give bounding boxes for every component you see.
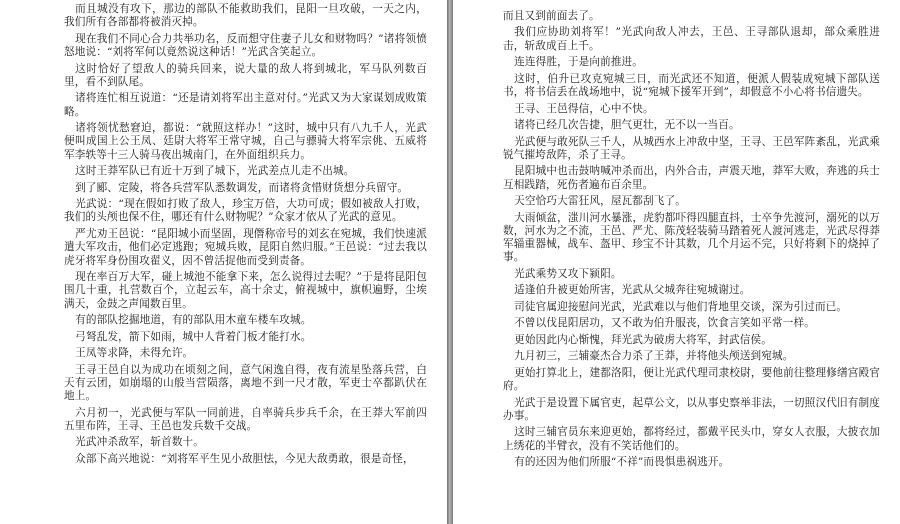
paragraph: 司徒官属迎接慰问光武，光武难以与他们背地里交谈，深为引过而已。 bbox=[514, 300, 848, 313]
right-page bbox=[453, 0, 900, 524]
paragraph: 九月初三，三辅豪杰合力杀了王莽，并将他头颅送到宛城。 bbox=[514, 350, 794, 363]
paragraph: 而且城没有攻下，那边的部队不能救助我们，昆阳一旦攻破，一天之内，我们所有各部都将被消灭掉。 bbox=[64, 3, 427, 29]
paragraph: 昆阳城中也击鼓呐喊冲杀而出，内外合击，声震天地，莽军大败，奔逃的兵士互相践踏，死伤者遍布百余里。 bbox=[503, 165, 880, 191]
paragraph: 这时三辅官员东来迎更始，都将经过，都戴平民头巾，穿女人衣服，大披衣加上绣花的半臂衣，没有不笑话他们的。 bbox=[503, 426, 880, 452]
paragraph: 光武便与敢死队三千人，从城西水上冲敌中坚，王寻、王邑军阵紊乱，光武乘锐气摧垮敌阵，杀了王寻。 bbox=[503, 135, 880, 161]
paragraph: 适逢伯升被更始所害，光武从父城奔往宛城谢过。 bbox=[514, 284, 751, 297]
paragraph: 这时恰好了望敌人的骑兵回来，说大量的敌人将到城北，军马队列数百里，看不到队尾。 bbox=[64, 62, 427, 88]
paragraph: 光武于是设置下属官吏，起草公文，以从事史察举非法，一切照汉代旧有制度办事。 bbox=[503, 396, 880, 422]
paragraph: 不曾以伐昆阳居功，又不敢为伯升服丧，饮食言笑如平常一样。 bbox=[514, 317, 815, 330]
paragraph: 众部下高兴地说：“刘将军平生见小敌胆怯，今见大敌勇敢，很是奇怪， bbox=[75, 452, 414, 465]
paragraph: 光武说：“现在假如打败了敌人，珍宝万倍，大功可成；假如被敌人打败，我们的头颅也保不住，哪还有什么财物呢？”众家才依从了光武的意见。 bbox=[64, 198, 427, 224]
paragraph: 连连得胜，于是向前推进。 bbox=[514, 56, 644, 69]
paragraph: 大雨倾盆，滍川河水暴涨，虎豹都吓得四腿直抖，士卒争先渡河，溺死的以万数，河水为之不流，王邑、严尤、陈茂轻装骑马踏着死人渡河逃走，光武尽得莽军辎重器械，战车、盔甲、珍宝不计其数，几个月运不完，只好将剩下的烧掉了事。 bbox=[503, 211, 880, 264]
paragraph: 更始打算北上，建都洛阳，便让光武代理司隶校尉，要他前往整理修缮宫殿官府。 bbox=[503, 366, 880, 393]
paragraph: 诸将连忙相互说道：“还是请刘将军出主意对付。”光武又为大家谋划成败策略。 bbox=[64, 92, 427, 118]
paragraph: 现在我们不同心合力共举功名，反而想守住妻子儿女和财物吗？”诸将领愤怒地说：“刘将军何以竟然说这种话！”光武含笑起立。 bbox=[64, 32, 427, 59]
paragraph: 有的部队挖掘地道，有的部队用木童车楼车攻城。 bbox=[75, 314, 312, 327]
paragraph: 到了郾、定陵，将各兵营军队悉数调发，而诸将贪惜财货想分兵留守。 bbox=[75, 181, 409, 194]
left-page bbox=[0, 0, 447, 524]
paragraph: 王寻王邑自以为成功在顷刻之间，意气闲逸自得，夜有流星坠落兵营，白天有云团，如崩塌的山般当营陨落，离地不到一尺才散，军吏士卒都趴伏在地上。 bbox=[64, 363, 427, 403]
paragraph: 诸将领忧愁窘迫，都说：“就照这样办！”这时，城中只有八九千人，光武便叫成国上公王凤、廷尉大将军王常守城，自己与骠骑大将军宗佻、五威将军李轶等十三人骑马夜出城南门，在外面组织兵力。 bbox=[64, 122, 427, 161]
paragraph: 这时，伯升已攻克宛城三日，而光武还不知道，便派人假装成宛城下部队送书，将书信丢在战场地中，说“宛城下援军开到”，却假意不小心将书信遗失。 bbox=[503, 72, 880, 99]
paragraph: 我们应协助刘将军！”光武向敌人冲去，王邑、王寻部队退却，部众乘胜进击，斩敌成百上千。 bbox=[503, 26, 880, 52]
paragraph: 弓弩乱发，箭下如雨，城中人背着门板才能打水。 bbox=[75, 330, 312, 343]
paragraph: 更始因此内心惭愧，拜光武为破虏大将军，封武信侯。 bbox=[514, 333, 772, 346]
paragraph: 诸将已经几次告捷，胆气更壮，无不以一当百。 bbox=[514, 119, 740, 132]
paragraph: 光武冲杀敌军，斩首数十。 bbox=[75, 436, 205, 449]
paragraph: 有的还因为他们所服“不祥”而畏惧患祸逃开。 bbox=[514, 456, 730, 469]
paragraph: 严尤劝王邑说：“昆阳城小而坚固，现僭称帝号的刘玄在宛城，我们快速派遣大军攻击，他们必定逃跑；宛城兵败，昆阳自然归服。”王邑说：“过去我以虎牙将军身份围攻翟义，因不曾活捉他而受到责备。 bbox=[64, 227, 427, 267]
paragraph: 王凤等求降，未得允许。 bbox=[75, 347, 194, 360]
paragraph: 王寻、王邑得信，心中不快。 bbox=[514, 102, 654, 115]
paragraph: 现在率百万大军，碰上城池不能拿下来，怎么说得过去呢？”于是将昆阳包围几十重，扎营数百个，立起云车，高十余丈，俯视城中，旗帜遍野，尘埃满天，金鼓之声闻数百里。 bbox=[64, 271, 427, 310]
paragraph: 而且又到前面去了。 bbox=[503, 10, 600, 22]
paragraph: 这时王莽军队已有近十万到了城下，光武差点儿走不出城。 bbox=[75, 165, 355, 178]
paragraph: 光武乘势又攻下颍阳。 bbox=[514, 267, 622, 280]
paragraph: 天空恰巧大雷狂风，屋瓦都刮飞了。 bbox=[514, 195, 687, 208]
paragraph: 六月初一，光武便与军队一同前进，自率骑兵步兵千余，在王莽大军前四五里布阵，王寻、王邑也发兵数千交战。 bbox=[64, 406, 427, 432]
